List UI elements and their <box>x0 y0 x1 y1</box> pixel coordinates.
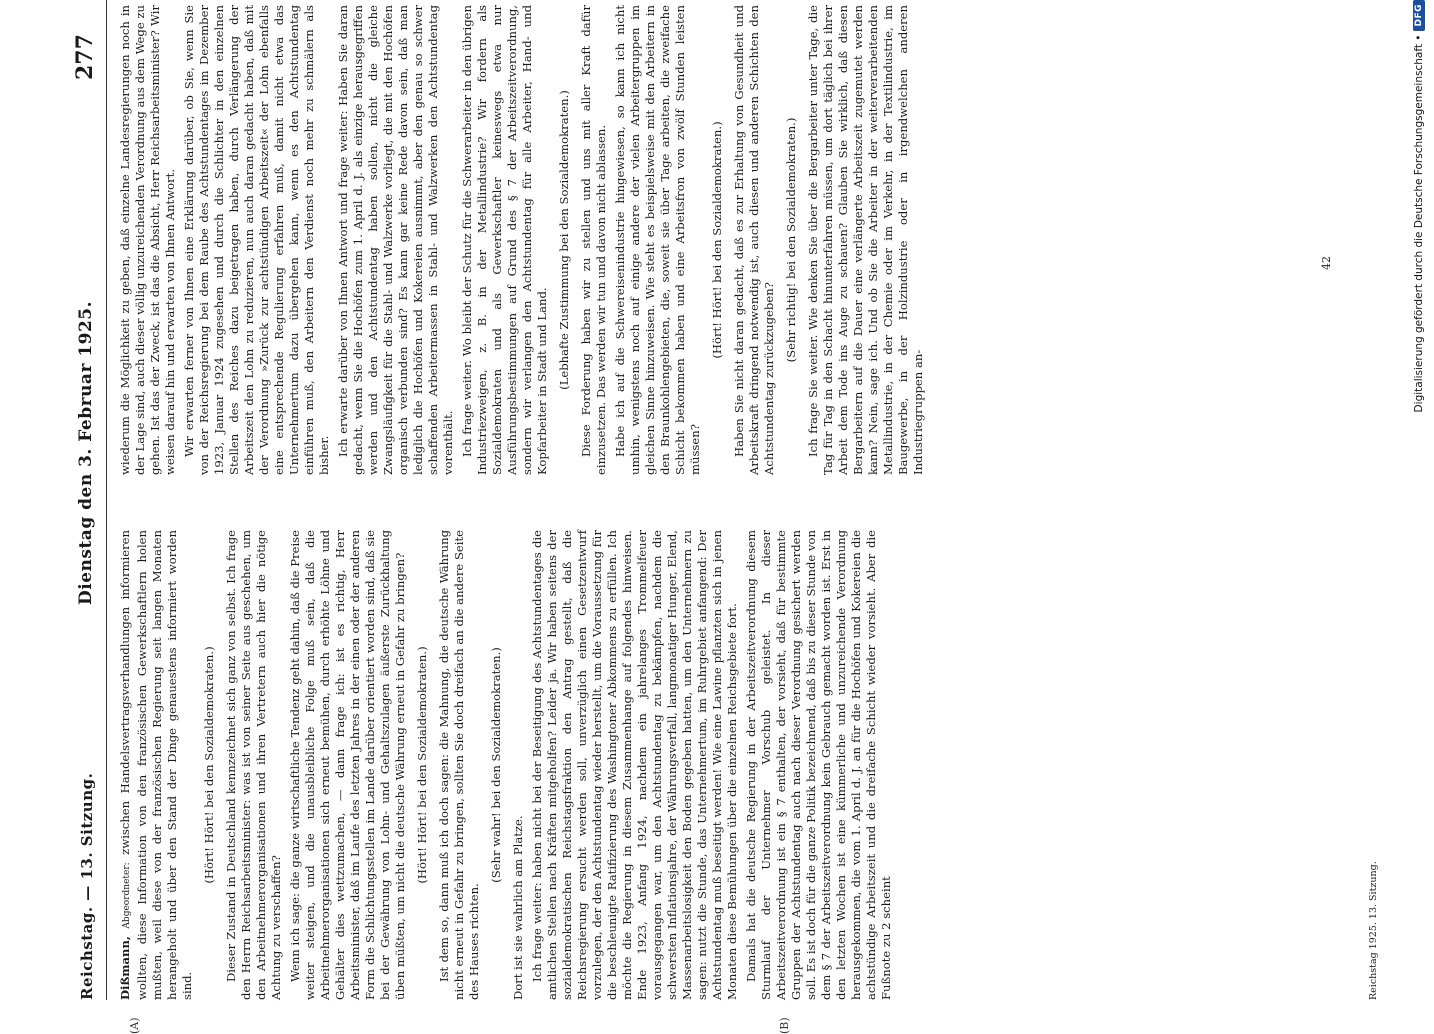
interjection: (Sehr wahr! bei den Sozialdemokraten.) <box>489 647 503 883</box>
paragraph: Diese Forderung haben wir zu stellen und uns mit aller Kraft dafür einzusetzen. Das werden wir tun und davon nicht ablassen. <box>579 5 608 475</box>
dfg-logo: DFG <box>1413 0 1425 31</box>
paragraph: Ist dem so, dann muß ich doch sagen: die Mahnung, die deutsche Währung nicht erneut in Gefahr zu bringen, sollten Sie doch dreifach an die andere Seite des Hauses richten. <box>437 530 481 1000</box>
paragraph: zwischen Handelsvertragsverhandlungen informieren wollten, diese Information von den französischen Gewerkschaftlern holen mußten, weil diese von der französischen Regierung seit langen Monaten herangeholt und über den Stand der Dinge genauestens informiert worden sind. <box>118 530 194 1000</box>
footer-imprint: Reichstag 1925. 13. Sitzung. <box>1368 861 1379 1000</box>
margin-mark-b: (B) <box>778 1017 791 1034</box>
paragraph: Damals hat die deutsche Regierung in der Arbeitszeitverordnung diesem Sturmlauf der Unternehmer Vorschub geleistet. In dieser Arbeitszeitverordnung ist ein § 7 enthalten, der vorsieht, daß für bestimmte Gruppen der Achtstundentag auch nach dieser Verordnung gesichert werden soll. Es ist doch für die ganze Politik bezeichnend, daß bis zu dieser Stunde von dem § 7 der Arbeitszeitverordnung kein Gebrauch gemacht worden ist. Erst in den letzten Wochen ist eine kümmerliche und unzureichende Verordnung herausgekommen, die vom 1. April d. J. an für die Hochöfen und Kokereien die achtstündige Arbeitszeit und die dreifache Schicht wieder vorsieht. Aber die Fußnote zu 2 scheint <box>744 530 893 1000</box>
dfg-credit-text: Digitalisierung gefördert durch die Deutsche Forschungsgemeinschaft • <box>1413 34 1425 413</box>
interjection: (Hört! Hört! bei den Sozialdemokraten.) <box>202 646 216 884</box>
right-column <box>118 5 930 475</box>
paragraph: Ich frage weiter: haben nicht bei der Beseitigung des Achtstundentages die amtlichen Stellen nach Kräften mitgeholfen? Leider ja. Wir haben seitens der sozialdemokratischen Reichstagsfraktion den Antrag gestellt, daß die Reichsregierung ersucht werden soll, unverzüglich einen Gesetzentwurf vorzulegen, der den Achtstundentag wieder herstellt, um die Voraussetzung für die beschleunigte Ratifizierung des Washingtoner Abkommens zu erfüllen. Ich möchte die Regierung in diesem Zusammenhange auf folgendes hinweisen. Ende 1923, Anfang 1924, nachdem ein jahrelanges Trommelfeuer vorausgegangen war, um den Achtstundentag zu bekämpfen, nachdem die schwersten Inflationsjahre, der Währungsverfall, langmonatiger Hunger, Elend, Massenarbeitslosigkeit den Boden gegeben hatten, um den Unternehmern zu sagen: nutzt die Stunde, das Unternehmertum, im Ruhrgebiet anfangend: Der Achtstundentag muß beseitigt werden! Wie eine Lawine pflanzten sich in jenen Monaten diese Bemühungen über die einzelnen Reichsgebiete fort. <box>530 530 739 1000</box>
paragraph: Wenn ich sage: die ganze wirtschaftliche Tendenz geht dahin, daß die Preise weiter steigen, und die unausbleibliche Folge muß sein, daß die Arbeitnehmerorganisationen sich erneut bemühen, durch erhöhte Löhne und Gehälter dies wettzumachen, — dann frage ich: ist es richtig, Herr Arbeitsminister, daß im Laufe des letzten Jahres in der einen oder der anderen Form die Schlichtungsstellen im Lande darüber orientiert worden sind, daß sie bei der Gewährung von Lohn- und Gehaltszulagen äußerste Zurückhaltung üben müßten, um nicht die deutsche Währung erneut in Gefahr zu bringen? <box>288 530 407 1000</box>
margin-mark-a: (A) <box>128 1017 141 1034</box>
header-date: Dienstag den 3. Februar 1925. <box>76 300 96 605</box>
interjection: (Hört! Hört! bei den Sozialdemokraten.) <box>415 646 429 884</box>
paragraph: wiederum die Möglichkeit zu geben, daß einzelne Landesregierungen noch in der Lage sind, auch dieser völlig unzureichenden Verordnung aus dem Wege zu gehen. Ist das der Zweck, ist das die Absicht, Herr Reichsarbeitsminister? Wir weisen darauf hin und erwarten von Ihnen Antwort. <box>118 5 177 475</box>
header-session: Reichstag. — 13. Sitzung. <box>78 772 96 1000</box>
paragraph: Ich frage weiter. Wo bleibt der Schutz für die Schwerarbeiter in den übrigen Industriezweigen, z. B. in der Metallindustrie? Wir fordern als Sozialdemokraten und als Gewerkschaftler keineswegs etwa nur Ausführungsbestimmungen auf Grund des § 7 der Arbeitszeitverordnung, sondern wir verlangen den Achtstundentag für alle Arbeiter, Hand- und Kopfarbeiter in Stadt und Land. <box>460 5 549 475</box>
page-header <box>68 0 114 1000</box>
page-number: 277 <box>72 34 98 80</box>
paragraph: Dieser Zustand in Deutschland kennzeichnet sich ganz von selbst. Ich frage den Herrn Reichsarbeitsminister: was ist von seiner Seite aus geschehen, um den Arbeitnehmerorganisationen und ihren Vertretern auch hier die nötige Achtung zu verschaffen? <box>224 530 283 1000</box>
rotated-document-page <box>68 0 1428 1034</box>
paragraph: Wir erwarten ferner von Ihnen eine Erklärung darüber, ob Sie, wenn Sie von der Reichsregierung bei dem Raube des Achtstundentages im Dezember 1923, Januar 1924 zugesehen und durch die Schlichter in den einzelnen Stellen des Reiches dazu beigetragen haben, durch Verlängerung der Arbeitszeit den Lohn zu reduzieren, nun auch daran gedacht haben, daß mit der Verordnung »Zurück zur achtstündigen Arbeitszeit« der Lohn ebenfalls eine entsprechende Regulierung erfahren muß, damit nicht etwa das Unternehmertum dazu übergehen kann, wenn es den Achtstundentag einführen muß, den Arbeitern den Verdienst noch mehr zu schmälern als bisher. <box>182 5 331 475</box>
paragraph: Ich frage Sie weiter. Wie denken Sie über die Bergarbeiter unter Tage, die Tag für Tag in den Schacht hinunterfahren müssen, um dort täglich bei ihrer Arbeit dem Tode ins Auge zu schauen? Glauben Sie wirklich, daß diesen Bergarbeitern auf die Dauer eine verlängerte Arbeitszeit zugemutet werden kann? Nein, sage ich. Und ob Sie die Arbeiter in der weiterverarbeitenden Metallindustrie, in der Chemie oder im Verkehr, in der Textilindustrie, im Baugewerbe, in der Holzindustrie oder in irgendwelchen anderen Industriegruppen an- <box>806 5 925 475</box>
speaker-note: Abgeordneter: <box>122 862 132 929</box>
interjection: (Sehr richtig! bei den Sozialdemokraten.) <box>784 117 798 363</box>
dfg-credit-strip <box>1408 0 1430 1000</box>
speaker-name: Dißmann, <box>118 936 132 1000</box>
interjection: (Lebhafte Zustimmung bei den Sozialdemokraten.) <box>557 90 571 390</box>
paragraph: Habe ich auf die Schwereisenindustrie hingewiesen, so kann ich nicht umhin, wenigstens noch auf einige andere der vielen Arbeitergruppen im gleichen Sinne hinzuweisen. Wie steht es beispielsweise mit den Arbeitern in den Braunkohlengebieten, die, soweit sie über Tage arbeiten, die zweifache Schicht bekommen haben und eine Arbeitsfron von zwölf Stunden leisten müssen? <box>613 5 702 475</box>
header-rule <box>106 0 107 1000</box>
interjection: (Hört! Hört! bei den Sozialdemokraten.) <box>710 121 724 359</box>
paragraph: Dort ist sie wahrlich am Platze. <box>511 815 525 1000</box>
paragraph: Ich erwarte darüber von Ihnen Antwort und frage weiter: Haben Sie daran gedacht, wenn Sie die Hochöfen zum 1. April d. J. als einzige herausgegriffen werden und den Achtstundentag haben sollen, nicht die gleiche Zwangsläufigkeit für die Stahl- und Walzwerke vorliegt, die mit den Hochöfen organisch verbunden sind? Es kann gar keine Rede davon sein, daß man lediglich die Hochöfen und Kokereien ausnimmt, aber den genau so schwer schaffenden Arbeitermassen in Stahl- und Walzwerken den Achtstundentag vorenthält. <box>336 5 455 475</box>
paragraph: Haben Sie nicht daran gedacht, daß es zur Erhaltung von Gesundheit und Arbeitskraft dringend notwendig ist, auch diesen und anderen Schichten den Achtstundentag zurückzugeben? <box>732 5 776 475</box>
left-column <box>118 530 898 1000</box>
footer-signature: 42 <box>1320 256 1333 270</box>
speaker-line <box>118 530 195 1000</box>
